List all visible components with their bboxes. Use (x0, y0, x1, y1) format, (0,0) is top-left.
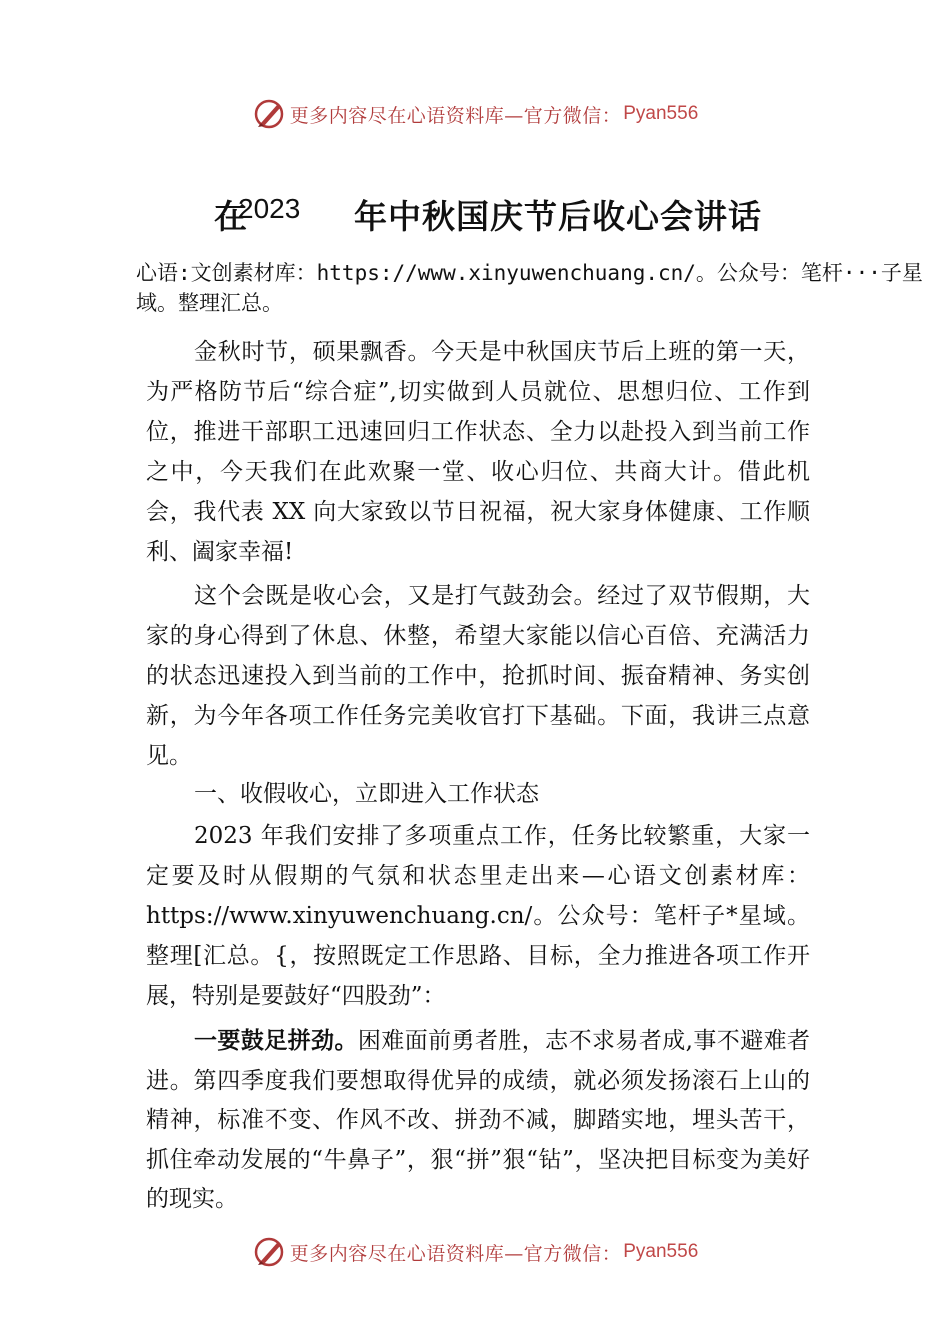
pen-logo-icon (252, 97, 286, 131)
pen-logo-icon (252, 1235, 286, 1269)
title-prefix: 在 (214, 197, 247, 236)
title-year: 2023 (238, 193, 301, 224)
point-lead: 一要鼓足拼劲。 (194, 1028, 358, 1054)
document-title (0, 188, 950, 236)
watermark-text: 更多内容尽在心语资料库—官方微信： (289, 104, 622, 127)
title-text: 年中秋国庆节后收心会讲话 (354, 197, 762, 236)
paragraph-section-1: 2023 年我们安排了多项重点工作，任务比较繁重，大家一定要及时从假期的气氛和状态里走出来—心语文创素材库：https://www.xinyuwenchuang.cn/。公众号：笔杆子*星域。整理[汇总。{，按照既定工作思路、目标，全力推进各项工作开展，特别是要鼓好“四股劲”： (146, 823, 810, 1009)
section-heading-1: 一、收假收心，立即进入工作状态 (194, 781, 539, 807)
paragraph-point-1 (146, 1022, 810, 1220)
point-body: 困难面前勇者胜，志不求易者成,事不避难者进。第四季度我们要想取得优异的成绩，就必须发扬滚石上山的精神，标准不变、作风不改、拼劲不减，脚踏实地，埋头苦干，抓住牵动发展的“牛鼻子”，狠“拼”狠“钻”，坚决把目标变为美好的现实。 (146, 1028, 811, 1212)
watermark-banner-bottom (0, 1232, 950, 1272)
watermark-text: 更多内容尽在心语资料库—官方微信： (289, 1242, 622, 1265)
paragraph-opening: 金秋时节，硕果飘香。今天是中秋国庆节后上班的第一天，为严格防节后“综合症”,切实做到人员就位、思想归位、工作到位，推进干部职工迅速回归工作状态、全力以赴投入到当前工作之中，今天我们在此欢聚一堂、收心归位、共商大计。借此机会，我代表 XX 向大家致以节日祝福，祝大家身体健康、工作顺利、阖家幸福! (146, 339, 810, 565)
watermark-banner-top (0, 94, 950, 134)
watermark-wechat-id: Pyan556 (623, 1241, 699, 1262)
source-line: 心语:文创素材库：https://www.xinyuwenchuang.cn/。公众号：笔杆···子星域。整理汇总。 (136, 261, 923, 315)
watermark-wechat-id: Pyan556 (623, 103, 699, 124)
paragraph-purpose: 这个会既是收心会，又是打气鼓劲会。经过了双节假期，大家的身心得到了休息、休整，希望大家能以信心百倍、充满活力的状态迅速投入到当前的工作中，抢抓时间、振奋精神、务实创新，为今年各项工作任务完美收官打下基础。下面，我讲三点意见。 (146, 583, 810, 769)
